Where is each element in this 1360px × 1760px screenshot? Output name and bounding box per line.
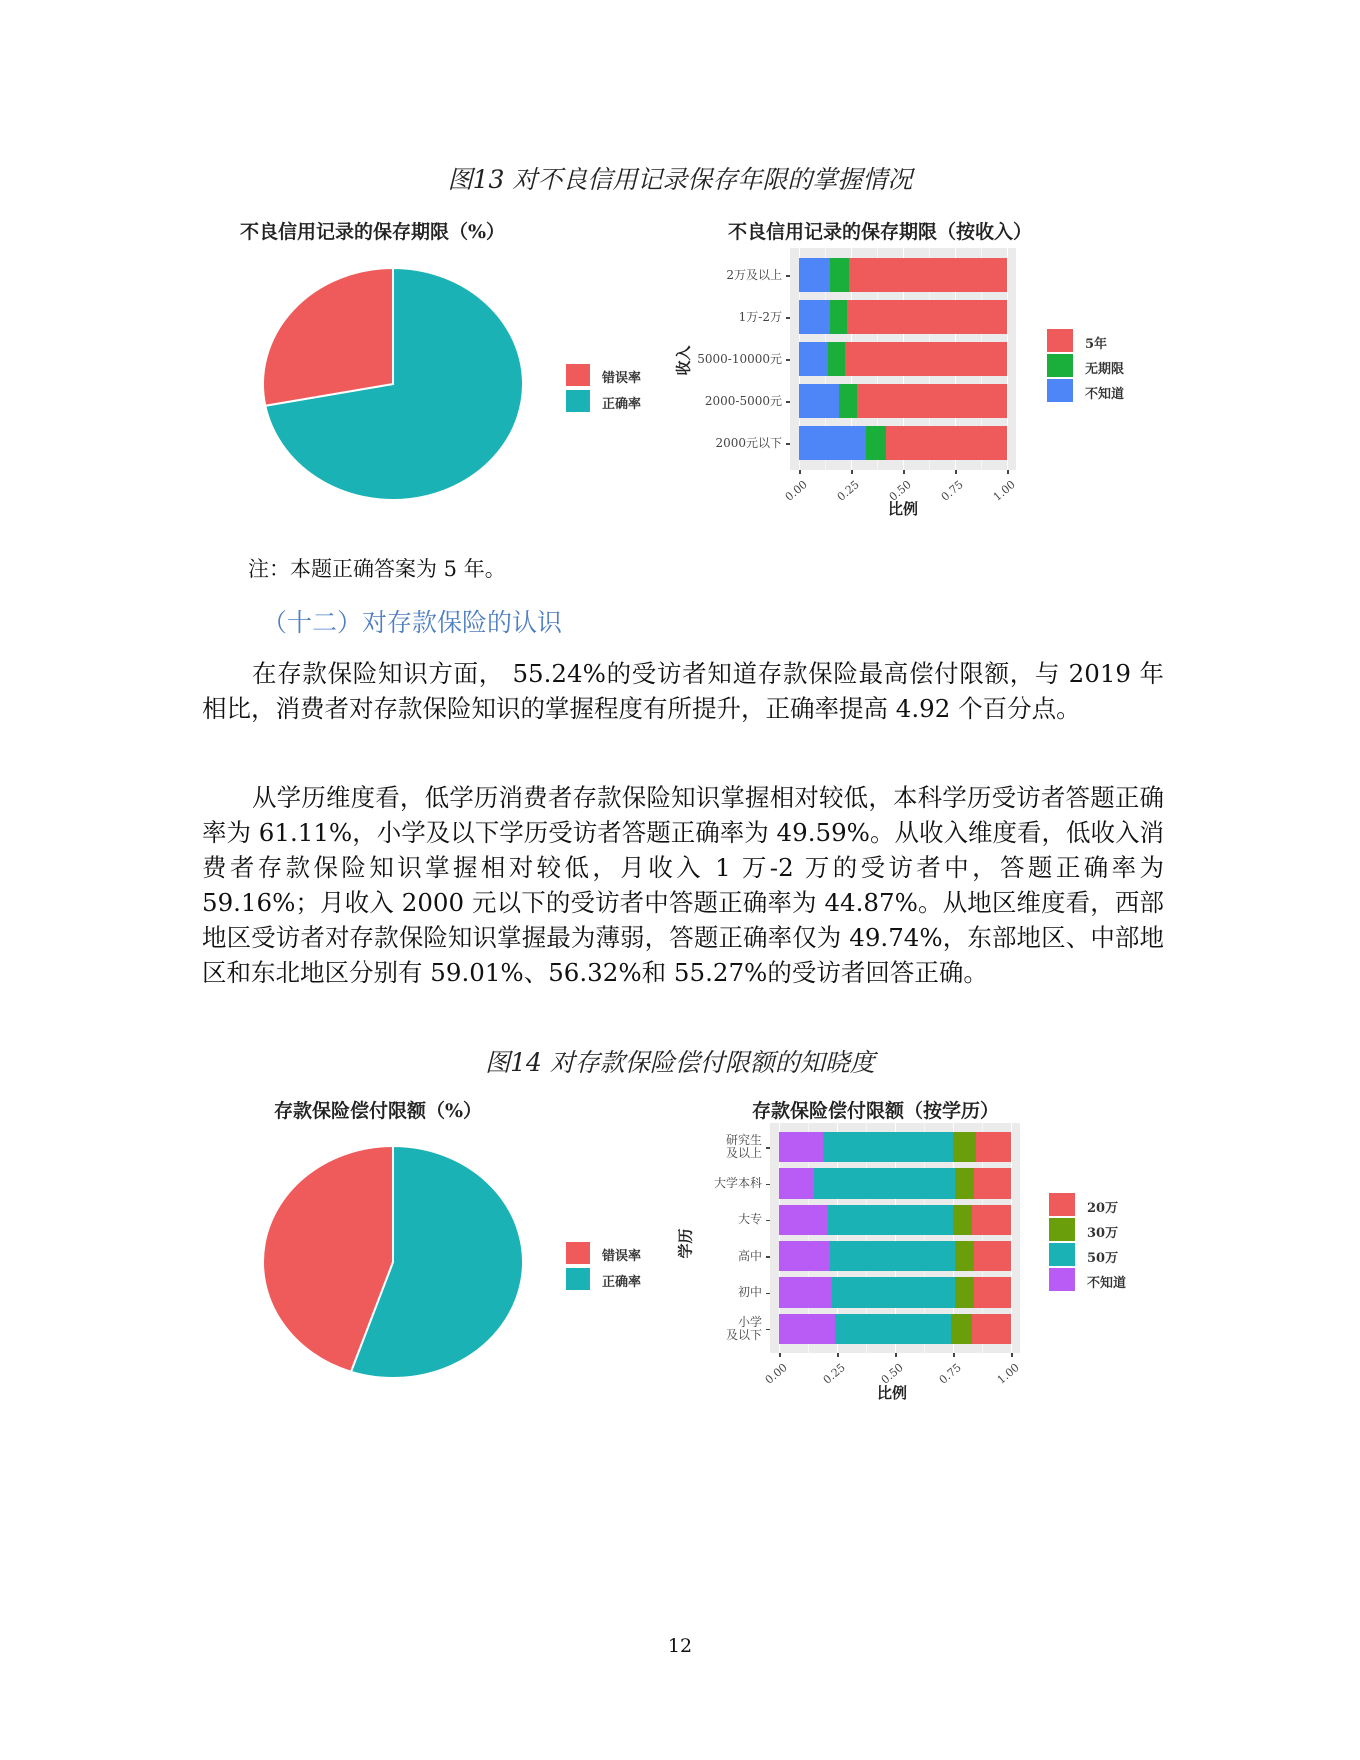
bar-segment <box>828 1205 953 1235</box>
x-tick <box>799 470 801 474</box>
bar-segment <box>830 300 847 334</box>
legend-label-correct: 正确率 <box>602 1275 642 1290</box>
bar-segment <box>974 1168 1011 1198</box>
x-axis-label: 0.25 <box>820 1361 848 1387</box>
x-axis-label: 0.00 <box>782 478 810 504</box>
legend-swatch-wrong <box>566 1242 590 1264</box>
legend-swatch <box>1049 1268 1075 1291</box>
x-tick <box>851 470 853 474</box>
y-tick <box>766 1256 770 1258</box>
y-axis-label: 小学 及以下 <box>725 1314 762 1342</box>
bar-chart-panel-education <box>770 1123 1020 1353</box>
bar-segment <box>857 384 1007 418</box>
grid-line <box>1007 248 1008 470</box>
bar-segment <box>866 426 887 460</box>
bar-segment <box>832 1277 955 1307</box>
bar-segment <box>823 1132 953 1162</box>
stacked-bar <box>779 1277 1011 1307</box>
bar-segment <box>955 1241 974 1271</box>
figure-note: 注：本题正确答案为 5 年。 <box>248 557 506 581</box>
legend-label: 5年 <box>1085 337 1108 352</box>
legend-label: 不知道 <box>1087 1276 1127 1291</box>
y-axis-label: 高中 <box>737 1248 762 1263</box>
bar-segment <box>830 1241 955 1271</box>
x-axis-title: 比例 <box>877 1384 908 1402</box>
bar-segment <box>974 1241 1011 1271</box>
y-axis-label: 大专 <box>737 1212 762 1227</box>
paragraph-2: 从学历维度看，低学历消费者存款保险知识掌握相对较低，本科学历受访者答题正确率为 61.11%，小学及以下学历受访者答题正确率为 49.59%。从收入维度看，低收入消费者存款保险知识掌握相对较低，月收入 1 万-2 万的受访者中，答题正确率为 59.16%；月收入 2000 元以下的受访者中答题正确率为 44.87%。从地区维度看，西部地区受访者对存款保险知识掌握最为薄弱，答题正确率仅为 49.74%，东部地区、中部地区和东北地区分别有 59.01%、56.32%和 55.27%的受访者回答正确。 <box>202 783 1164 987</box>
x-axis-label: 0.50 <box>878 1361 906 1387</box>
x-axis-label: 0.50 <box>886 478 914 504</box>
y-axis-label: 2000-5000元 <box>704 393 782 408</box>
paragraph-1: 在存款保险知识方面， 55.24%的受访者知道存款保险最高偿付限额，与 2019 年相比，消费者对存款保险知识的掌握程度有所提升，正确率提高 4.92 个百分点。 <box>202 659 1164 723</box>
x-tick <box>837 1353 839 1357</box>
bar-segment <box>779 1314 835 1344</box>
bar-segment <box>835 1314 951 1344</box>
y-tick <box>786 317 790 319</box>
bar-segment <box>972 1205 1011 1235</box>
bar-segment <box>779 1205 828 1235</box>
y-axis-title: 学历 <box>676 1228 695 1259</box>
bar-segment <box>779 1168 814 1198</box>
bar-segment <box>951 1314 972 1344</box>
x-tick <box>955 470 957 474</box>
legend-label: 50万 <box>1087 1251 1119 1266</box>
figure-14-caption: 图14 对存款保险偿付限额的知晓度 <box>485 1048 875 1077</box>
bar-segment <box>953 1132 976 1162</box>
y-axis-label: 1万-2万 <box>738 309 782 324</box>
figure-13-caption: 图13 对不良信用记录保存年限的掌握情况 <box>447 165 913 194</box>
x-tick <box>1011 1353 1013 1357</box>
bar-segment <box>828 342 845 376</box>
bar-segment <box>849 258 1007 292</box>
bar-segment <box>799 300 830 334</box>
grid-line <box>1011 1123 1012 1353</box>
y-axis-label: 5000-10000元 <box>697 351 782 366</box>
bar-segment <box>814 1168 956 1198</box>
stacked-bar <box>779 1205 1011 1235</box>
legend-swatch-correct <box>566 390 590 412</box>
bar-segment <box>799 342 828 376</box>
y-tick <box>786 359 790 361</box>
stacked-bar <box>799 384 1007 418</box>
x-axis-label: 0.75 <box>936 1361 964 1387</box>
y-axis-label: 2万及以上 <box>726 267 782 282</box>
y-tick <box>766 1184 770 1186</box>
legend-label-wrong: 错误率 <box>602 1249 642 1264</box>
bar-segment <box>976 1132 1011 1162</box>
y-tick <box>766 1329 770 1331</box>
y-axis-label: 2000元以下 <box>715 435 782 450</box>
y-tick <box>786 401 790 403</box>
y-axis-label: 研究生 及以上 <box>725 1133 762 1161</box>
x-axis-label: 0.25 <box>834 478 862 504</box>
stacked-bar <box>799 258 1007 292</box>
bar-segment <box>779 1277 832 1307</box>
x-axis-label: 1.00 <box>994 1361 1022 1387</box>
stacked-bar <box>779 1132 1011 1162</box>
bar-segment <box>839 384 858 418</box>
bar-segment <box>886 426 1007 460</box>
y-tick <box>786 275 790 277</box>
stacked-bar <box>779 1241 1011 1271</box>
legend-label-correct: 正确率 <box>602 397 642 412</box>
legend-label: 20万 <box>1087 1201 1119 1216</box>
legend-swatch <box>1049 1243 1075 1266</box>
pie-chart-title: 不良信用记录的保存期限（%） <box>240 221 506 243</box>
pie-slice-wrong <box>263 268 393 406</box>
bar-chart-title: 存款保险偿付限额（按学历） <box>752 1100 1000 1122</box>
y-tick <box>786 443 790 445</box>
legend-label: 不知道 <box>1085 387 1125 402</box>
stacked-bar <box>779 1168 1011 1198</box>
bar-segment <box>847 300 1007 334</box>
x-tick <box>1007 470 1009 474</box>
bar-segment <box>799 426 866 460</box>
bar-segment <box>974 1277 1011 1307</box>
stacked-bar <box>799 342 1007 376</box>
legend-swatch-correct <box>566 1268 590 1290</box>
x-axis-title: 比例 <box>888 500 919 518</box>
bar-segment <box>799 258 830 292</box>
pie-chart-credit-record <box>258 264 528 504</box>
pie-chart-deposit-insurance <box>258 1142 528 1382</box>
legend-label-wrong: 错误率 <box>602 371 642 386</box>
bar-segment <box>799 384 839 418</box>
bar-segment <box>779 1132 823 1162</box>
bar-segment <box>953 1205 972 1235</box>
page-number: 12 <box>667 1635 693 1657</box>
section-heading: （十二）对存款保险的认识 <box>262 608 563 637</box>
y-axis-title: 收入 <box>674 345 693 376</box>
bar-segment <box>955 1277 974 1307</box>
y-tick <box>766 1293 770 1295</box>
x-axis-label: 1.00 <box>990 478 1018 504</box>
bar-segment <box>779 1241 830 1271</box>
bar-segment <box>972 1314 1011 1344</box>
pie-chart-title: 存款保险偿付限额（%） <box>274 1100 483 1122</box>
y-axis-label: 大学本科 <box>713 1176 762 1190</box>
y-axis-label: 初中 <box>737 1285 762 1299</box>
x-tick <box>895 1353 897 1357</box>
legend-swatch <box>1049 1193 1075 1216</box>
bar-segment <box>845 342 1007 376</box>
y-tick <box>766 1220 770 1222</box>
stacked-bar <box>799 426 1007 460</box>
legend-swatch <box>1049 1218 1075 1241</box>
bar-segment <box>830 258 849 292</box>
stacked-bar <box>799 300 1007 334</box>
legend-swatch-wrong <box>566 364 590 386</box>
stacked-bar <box>779 1314 1011 1344</box>
y-tick <box>766 1147 770 1149</box>
x-tick <box>903 470 905 474</box>
bar-chart-title: 不良信用记录的保存期限（按收入） <box>728 221 1033 243</box>
x-axis-label: 0.00 <box>762 1361 790 1387</box>
legend-swatch <box>1047 354 1073 377</box>
bar-segment <box>955 1168 974 1198</box>
x-tick <box>953 1353 955 1357</box>
x-axis-label: 0.75 <box>938 478 966 504</box>
legend-swatch <box>1047 379 1073 402</box>
bar-chart-panel-income <box>790 248 1016 470</box>
legend-swatch <box>1047 329 1073 352</box>
legend-label: 30万 <box>1087 1226 1119 1241</box>
legend-label: 无期限 <box>1085 362 1125 377</box>
x-tick <box>779 1353 781 1357</box>
